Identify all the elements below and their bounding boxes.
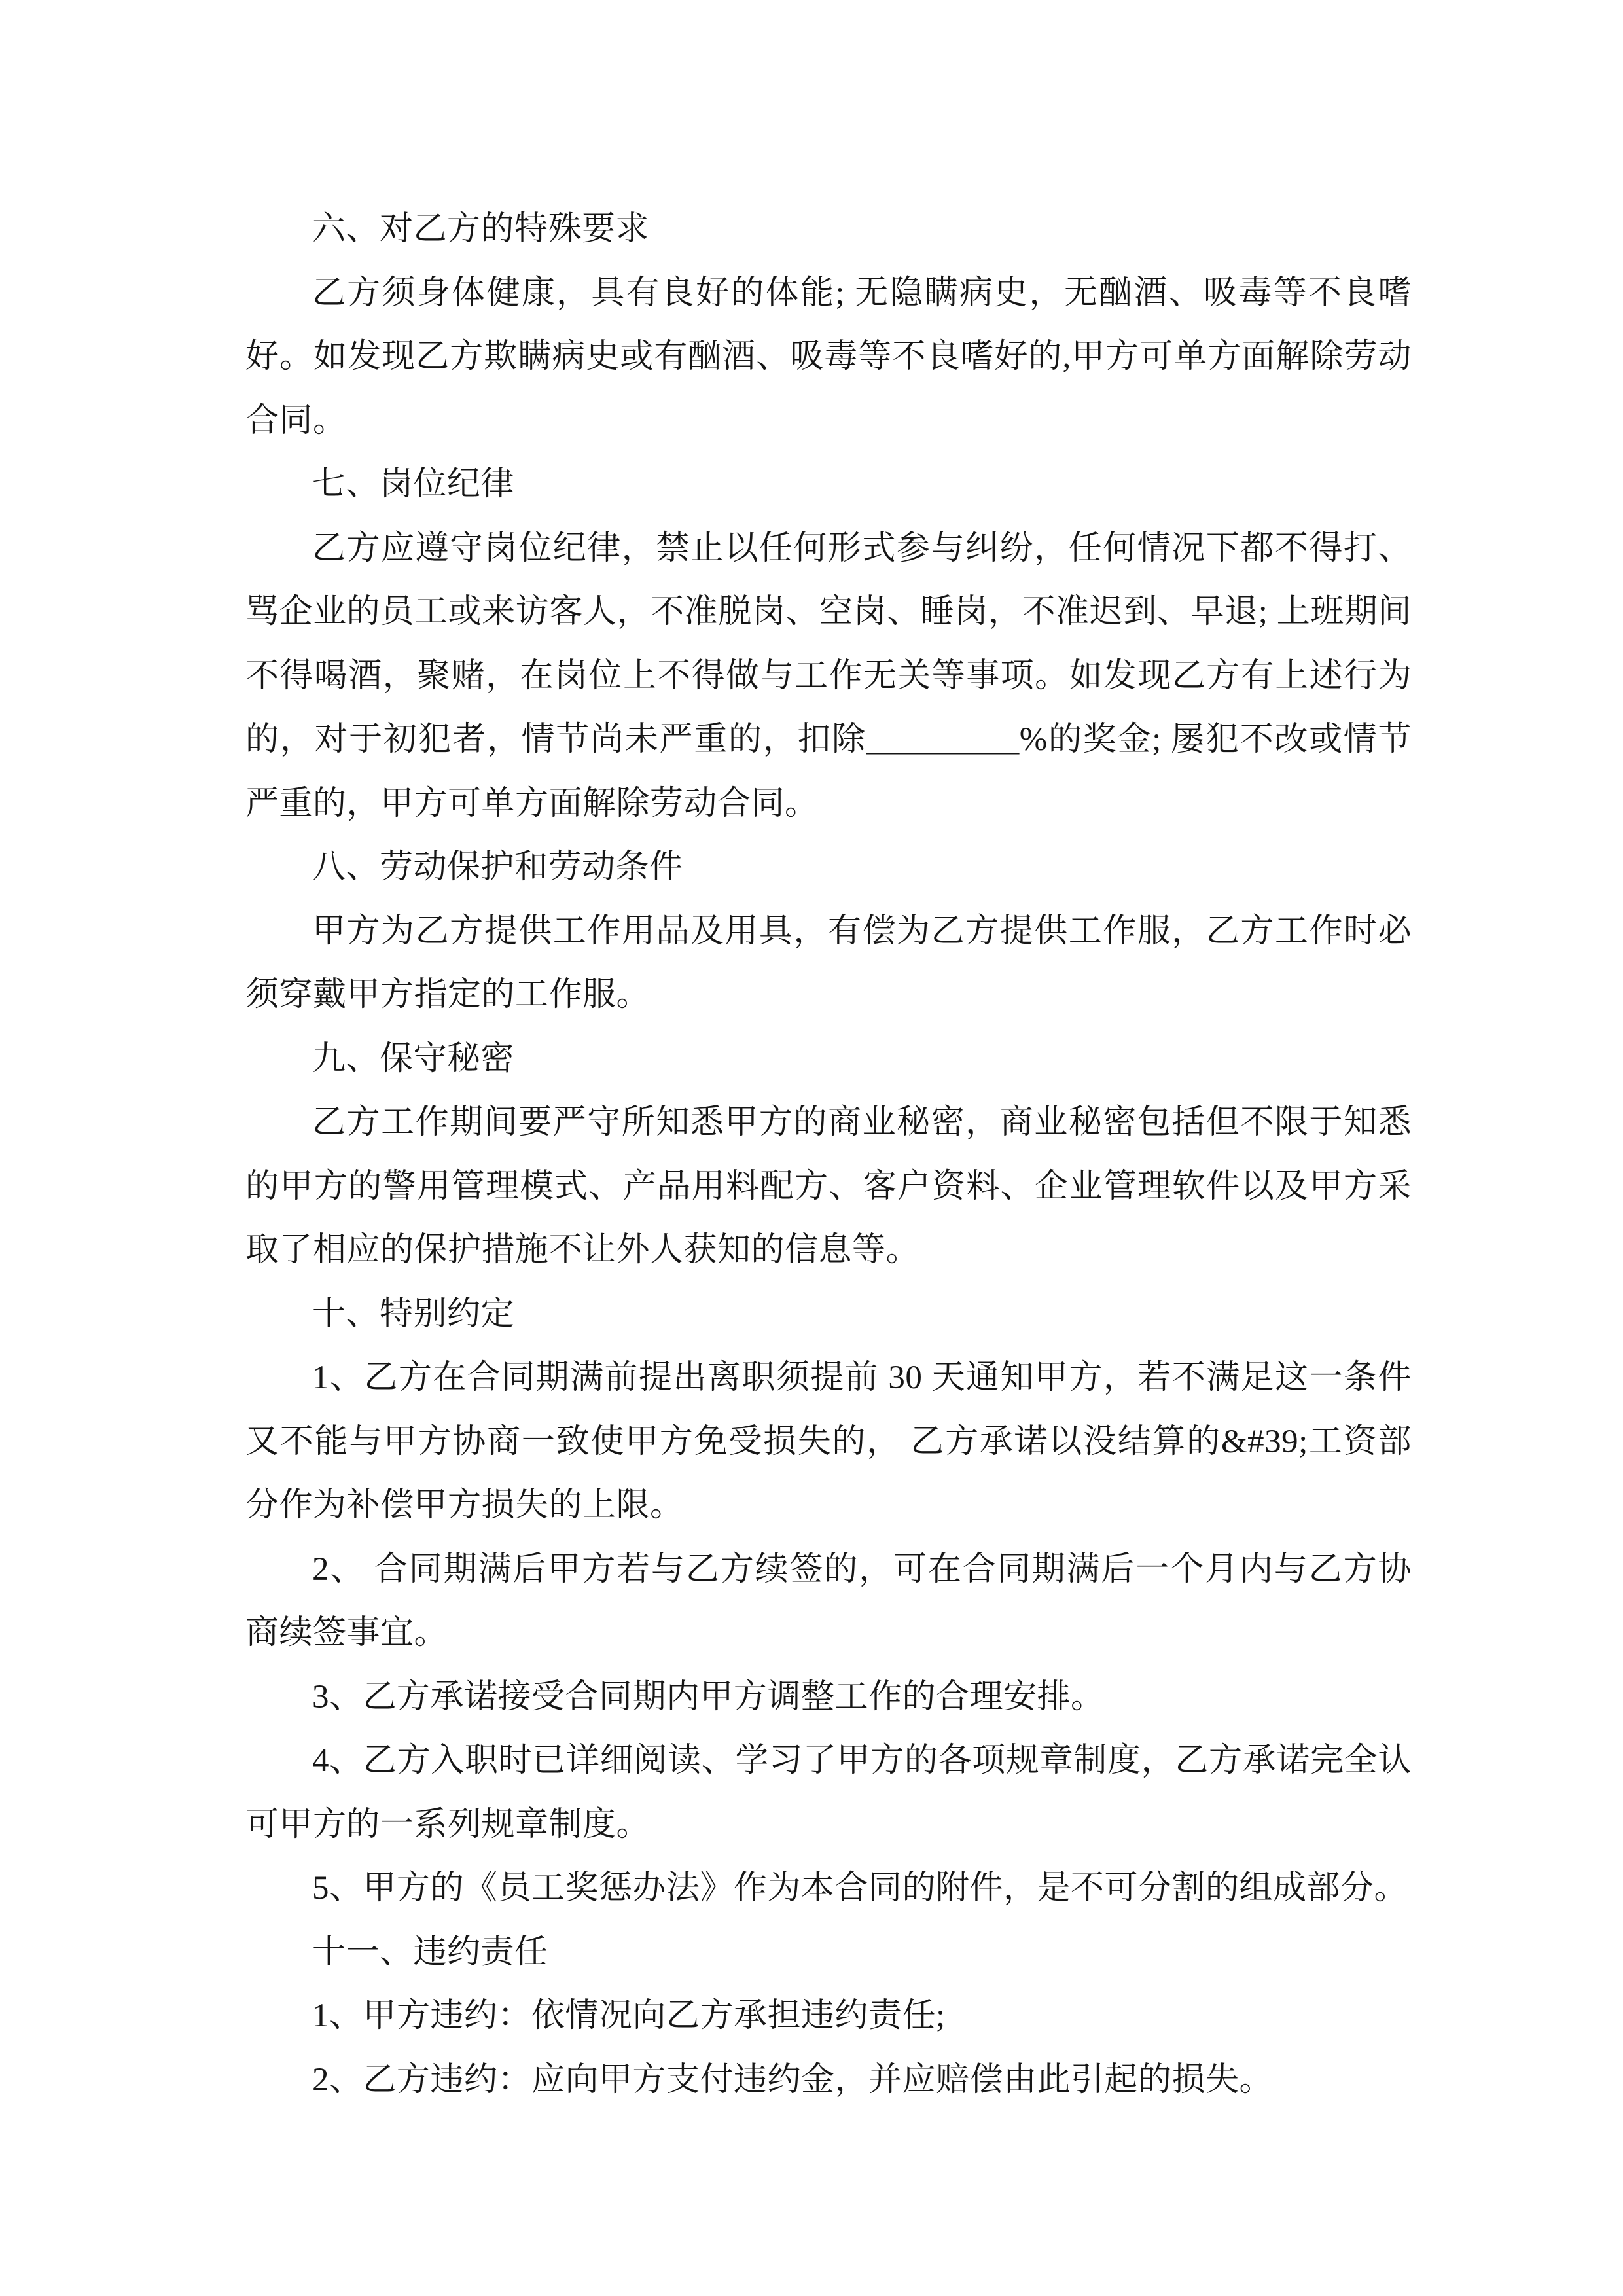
section-heading: 七、岗位纪律 [312, 466, 515, 503]
clause-item: 2、 合同期满后甲方若与乙方续签的，可在合同期满后一个月内与乙方协商续签事宜。 [245, 1551, 1412, 1651]
clause-item: 2、乙方违约：应向甲方支付违约金，并应赔偿由此引起的损失。 [312, 2061, 1274, 2098]
body-paragraph: 乙方应遵守岗位纪律，禁止以任何形式参与纠纷，任何情况下都不得打、骂企业的员工或来访客人，不准脱岗、空岗、睡岗，不准迟到、早退; 上班期间不得喝酒，聚赌，在岗位上不得做与工作无关等事项。如发现乙方有上述行为的，对于初犯者，情节尚未严重的，扣除_________%的奖金; 屡犯不改或情节严重的，甲方可单方面解除劳动合同。 [245, 529, 1412, 822]
body-paragraph: 乙方须身体健康，具有良好的体能; 无隐瞒病史，无酗酒、吸毒等不良嗜好。如发现乙方欺瞒病史或有酗酒、吸毒等不良嗜好的,甲方可单方面解除劳动合同。 [245, 274, 1412, 439]
section-heading: 十、特别约定 [312, 1295, 515, 1333]
body-paragraph: 甲方为乙方提供工作用品及用具，有偿为乙方提供工作服，乙方工作时必须穿戴甲方指定的工作服。 [245, 912, 1412, 1013]
section-heading: 六、对乙方的特殊要求 [312, 211, 650, 247]
section-heading: 九、保守秘密 [312, 1040, 515, 1077]
contract-text-block [245, 198, 1412, 2112]
body-paragraph: 乙方工作期间要严守所知悉甲方的商业秘密，商业秘密包括但不限于知悉的甲方的警用管理模式、产品用料配方、客户资料、企业管理软件以及甲方采取了相应的保护措施不让外人获知的信息等。 [245, 1104, 1412, 1268]
section-heading: 十一、违约责任 [312, 1933, 548, 1971]
clause-item: 4、乙方入职时已详细阅读、学习了甲方的各项规章制度，乙方承诺完全认可甲方的一系列规章制度。 [245, 1742, 1412, 1843]
clause-item: 3、乙方承诺接受合同期内甲方调整工作的合理安排。 [312, 1678, 1105, 1715]
clause-item: 5、甲方的《员工奖惩办法》作为本合同的附件，是不可分割的组成部分。 [312, 1870, 1408, 1907]
section-heading: 八、劳动保护和劳动条件 [312, 849, 683, 886]
clause-item: 1、甲方违约：依情况向乙方承担违约责任; [312, 1998, 946, 2034]
clause-item: 1、乙方在合同期满前提出离职须提前 30 天通知甲方，若不满足这一条件又不能与甲方协商一致使甲方免受损失的， 乙方承诺以没结算的&#39;工资部分作为补偿甲方损失的上限。 [245, 1359, 1412, 1524]
